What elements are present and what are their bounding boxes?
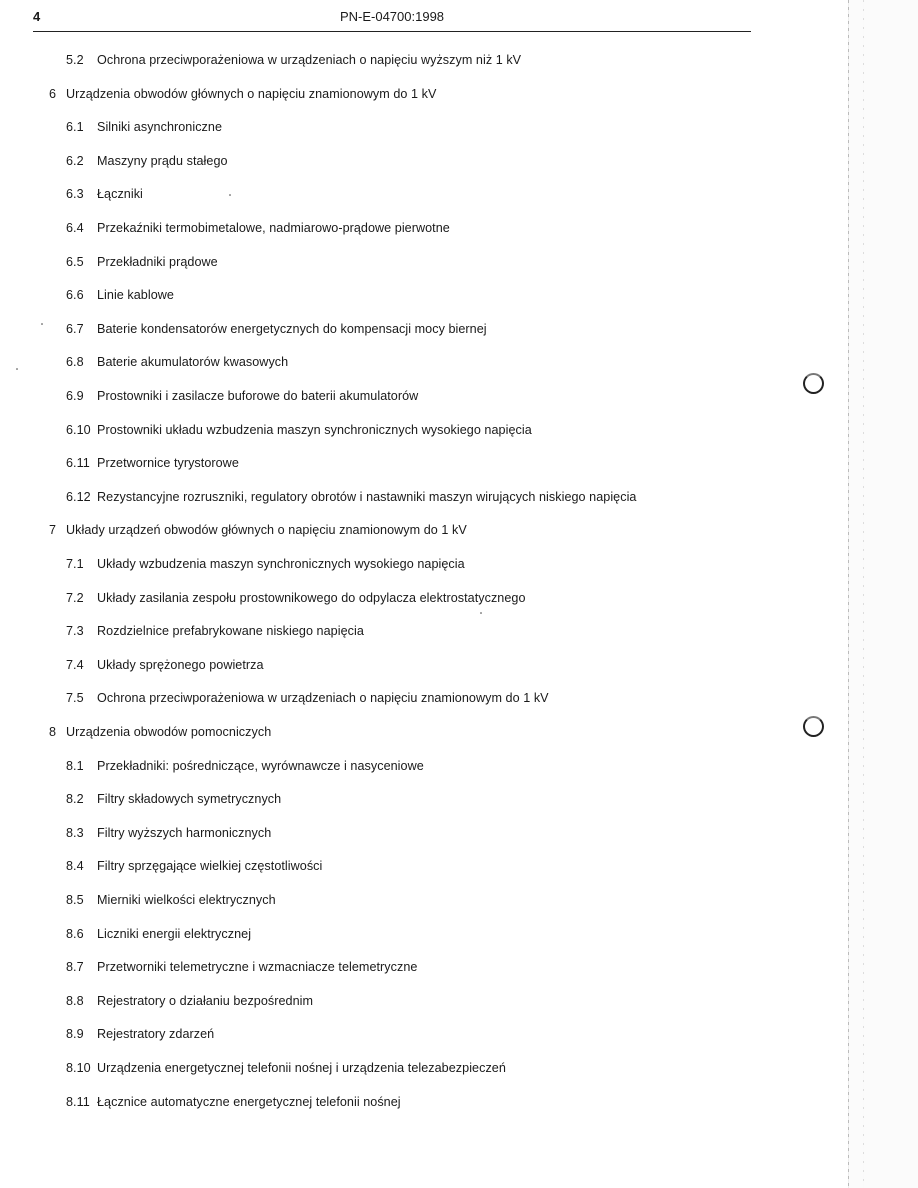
toc-entry-number: 7.1 <box>66 557 84 571</box>
toc-entry-title: Przetworniki telemetryczne i wzmacniacze telemetryczne <box>97 960 418 975</box>
toc-entry-number: 6.4 <box>66 221 84 235</box>
toc-subsection <box>66 927 251 941</box>
toc-entry-title: Urządzenia obwodów głównych o napięciu znamionowym do 1 kV <box>66 86 437 101</box>
toc-entry-number: 6 <box>49 86 57 101</box>
toc-subsection <box>66 826 271 840</box>
toc-entry-title: Maszyny prądu stałego <box>97 153 228 168</box>
toc-entry-title: Przetwornice tyrystorowe <box>97 456 239 471</box>
toc-entry-number: 6.7 <box>66 321 84 336</box>
toc-entry-title: Silniki asynchroniczne <box>97 120 222 135</box>
toc-entry-number: 6.9 <box>66 389 84 403</box>
toc-subsection <box>66 658 264 672</box>
toc-entry-number: 8.6 <box>66 926 84 941</box>
toc-entry-title: Prostowniki układu wzbudzenia maszyn synchronicznych wysokiego napięcia <box>97 422 532 437</box>
toc-entry-title: Filtry składowych symetrycznych <box>97 792 282 807</box>
toc-entry-number: 7.4 <box>66 657 84 672</box>
toc-entry-title: Filtry sprzęgające wielkiej częstotliwości <box>97 859 323 874</box>
toc-entry-title: Rejestratory o działaniu bezpośrednim <box>97 993 314 1008</box>
toc-subsection <box>66 994 313 1008</box>
toc-entry-title: Prostowniki i zasilacze buforowe do baterii akumulatorów <box>97 389 419 403</box>
toc-entry-title: Przekładniki prądowe <box>97 254 218 269</box>
toc-entry-number: 8.3 <box>66 825 84 840</box>
toc-subsection <box>66 288 174 302</box>
toc-subsection <box>66 557 465 571</box>
toc-entry-title: Baterie akumulatorów kwasowych <box>97 355 289 370</box>
toc-entry-number: 7.2 <box>66 590 84 605</box>
scan-speck <box>41 323 43 325</box>
toc-subsection <box>66 53 521 67</box>
toc-entry-number: 6.12 <box>66 489 91 504</box>
toc-entry-title: Przekaźniki termobimetalowe, nadmiarowo-prądowe pierwotne <box>97 221 450 235</box>
toc-section <box>49 523 467 537</box>
scan-speck <box>480 612 482 614</box>
toc-entry-title: Układy sprężonego powietrza <box>97 657 264 672</box>
toc-entry-number: 8.10 <box>66 1061 91 1075</box>
toc-subsection <box>66 221 450 235</box>
toc-entry-title: Układy zasilania zespołu prostownikowego do odpylacza elektrostatycznego <box>97 590 526 605</box>
toc-subsection <box>66 792 281 806</box>
page-number: 4 <box>33 9 41 24</box>
scan-edge-line <box>848 0 849 1188</box>
toc-entry-title: Rejestratory zdarzeń <box>97 1027 215 1042</box>
toc-entry-number: 8.5 <box>66 893 84 907</box>
toc-entry-number: 6.11 <box>66 456 90 471</box>
document-id: PN-E-04700:1998 <box>339 9 445 24</box>
punch-hole-icon <box>803 373 824 394</box>
toc-subsection <box>66 960 417 974</box>
toc-subsection <box>66 859 322 873</box>
toc-entry-number: 5.2 <box>66 53 84 67</box>
toc-subsection <box>66 893 276 907</box>
toc-entry-title: Układy urządzeń obwodów głównych o napięciu znamionowym do 1 kV <box>66 523 467 538</box>
toc-subsection <box>66 1095 401 1109</box>
toc-entry-title: Układy wzbudzenia maszyn synchronicznych wysokiego napięcia <box>97 557 465 571</box>
toc-entry-number: 7.5 <box>66 691 84 706</box>
toc-entry-number: 7 <box>49 523 57 538</box>
toc-subsection <box>66 1027 214 1041</box>
toc-entry-number: 8.9 <box>66 1027 84 1042</box>
toc-subsection <box>66 322 487 336</box>
punch-hole-icon <box>803 716 824 737</box>
toc-subsection <box>66 187 143 201</box>
toc-entry-number: 7.3 <box>66 624 84 639</box>
toc-entry-title: Łącznice automatyczne energetycznej telefonii nośnej <box>97 1094 401 1109</box>
scan-speck <box>16 368 18 370</box>
toc-section <box>49 725 271 739</box>
toc-entry-number: 8.7 <box>66 960 84 975</box>
toc-subsection <box>66 389 418 403</box>
toc-subsection <box>66 120 222 134</box>
toc-entry-number: 8 <box>49 725 57 739</box>
scan-speck <box>229 194 231 196</box>
toc-entry-title: Filtry wyższych harmonicznych <box>97 825 272 840</box>
toc-subsection <box>66 456 239 470</box>
toc-subsection <box>66 154 228 168</box>
toc-entry-title: Rezystancyjne rozruszniki, regulatory obrotów i nastawniki maszyn wirujących niskiego napięcia <box>97 489 637 504</box>
toc-entry-title: Łączniki <box>97 187 143 202</box>
toc-entry-number: 6.3 <box>66 187 84 202</box>
toc-subsection <box>66 591 526 605</box>
toc-entry-number: 6.2 <box>66 153 84 168</box>
toc-entry-number: 6.1 <box>66 120 84 135</box>
scan-edge <box>848 0 918 1188</box>
scan-edge-line <box>863 0 864 1188</box>
toc-entry-title: Urządzenia obwodów pomocniczych <box>66 725 272 739</box>
toc-subsection <box>66 490 636 504</box>
toc-entry-number: 8.8 <box>66 993 84 1008</box>
toc-entry-number: 8.11 <box>66 1094 90 1109</box>
page-header <box>33 9 751 32</box>
toc-subsection <box>66 1061 506 1075</box>
toc-entry-title: Mierniki wielkości elektrycznych <box>97 893 276 907</box>
toc-entry-title: Linie kablowe <box>97 288 174 303</box>
toc-entry-title: Baterie kondensatorów energetycznych do kompensacji mocy biernej <box>97 321 487 336</box>
toc-entry-number: 8.2 <box>66 792 84 807</box>
toc-subsection <box>66 624 364 638</box>
toc-subsection <box>66 255 218 269</box>
toc-entry-title: Urządzenia energetycznej telefonii nośnej i urządzenia telezabezpieczeń <box>97 1061 506 1075</box>
toc-section <box>49 87 436 101</box>
toc-entry-number: 8.4 <box>66 859 84 874</box>
toc-entry-title: Ochrona przeciwporażeniowa w urządzeniach o napięciu znamionowym do 1 kV <box>97 691 549 706</box>
toc-subsection <box>66 691 549 705</box>
toc-entry-number: 6.6 <box>66 288 84 303</box>
toc-entry-title: Ochrona przeciwporażeniowa w urządzeniach o napięciu wyższym niż 1 kV <box>97 53 522 67</box>
toc-entry-title: Rozdzielnice prefabrykowane niskiego napięcia <box>97 624 364 639</box>
toc-entry-number: 6.8 <box>66 355 84 370</box>
toc-entry-number: 6.5 <box>66 254 84 269</box>
toc-entry-title: Przekładniki: pośredniczące, wyrównawcze i nasyceniowe <box>97 758 424 773</box>
toc-subsection <box>66 355 288 369</box>
toc-entry-title: Liczniki energii elektrycznej <box>97 926 252 941</box>
toc-subsection <box>66 759 424 773</box>
toc-entry-number: 6.10 <box>66 422 91 437</box>
toc-subsection <box>66 423 532 437</box>
toc-entry-number: 8.1 <box>66 758 84 773</box>
